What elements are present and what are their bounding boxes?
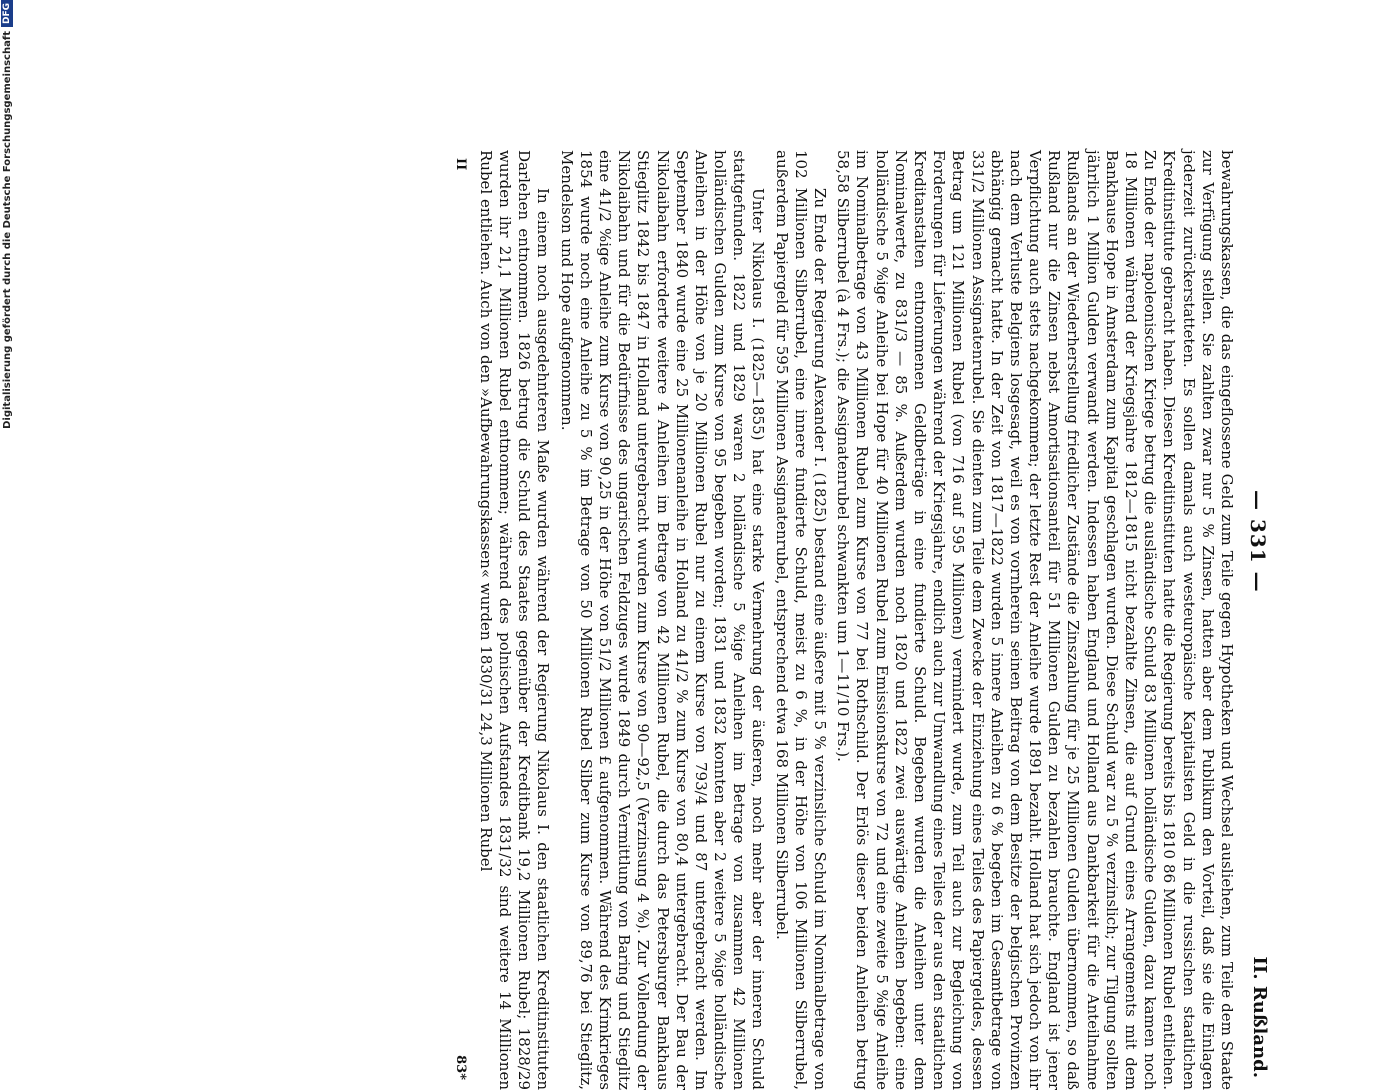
paragraph: Unter Nikolaus I. (1825—1855) hat eine starke Vermehrung der äußeren, noch mehr aber der inneren Schuld stattgefunden. 1822 und 1829 waren 2 holländische 5 %ige Anleihen im Betrage von zusammen 42 Millionen holländischen Gulden zum Kurse von 95 begeben worden; 1831 und 1832 konnten aber 2 weitere 5 %ige holländische Anleihen in der Höhe von je 20 Millionen Rubel nur zu einem Kurse von 793/4 und 87 untergebracht werden. Im September 1840 wurde eine 25 Millionenanleihe in Holland zu 41/2 % zum Kurse von 80,4 untergebracht. Der Bau der Nikolaibahn erforderte weitere 4 Anleihen im Betrage von 42 Millionen Rubel, die durch das Petersburger Bankhaus Stieglitz 1842 bis 1847 in Holland untergebracht wurden zum Kurse von 90—92,5 (Verzinsung 4 %). Zur Vollendung der Nikolaibahn und für die Bedürfnisse des ungarischen Feldzuges wurde 1849 durch Vermittlung von Baring und Stieglitz eine 41/2 %ige Anleihe zum Kurse von 90,25 in der Höhe von 51/2 Millionen £ aufgenommen. Während des Krimkrieges 1854 wurde noch eine Anleihe zu 5 % im Betrage von 50 Millionen Rubel Silber zum Kurse von 89,76 bei Stieglitz, Mendelson und Hope aufgenommen. — [557, 150, 768, 1090]
paragraph: Zu Ende der Regierung Alexander I. (1825) bestand eine äußere mit 5 % verzinsliche Schuld im Nominalbetrage von 102 Millionen Silberrubel, eine innere fundierte Schuld, meist zu 6 %, in der Höhe von 106 Millionen Silberrubel, außerdem Papiergeld für 595 Millionen Assignatenrubel, entsprechend etwa 168 Millionen Silberrubel. — [772, 150, 830, 1090]
dfg-logo: DFG — [1, 0, 13, 27]
page-body — [476, 150, 1236, 1090]
paragraph: In einem noch ausgedehnteren Maße wurden während der Regierung Nikolaus I. den staatlichen Kreditinstituten Darlehen entnommen. 1826 betrug die Schuld des Staates gegenüber der Kreditbank 19,2 Millionen Rubel; 1828/29 wurden ihr 21,1 Millionen Rubel entnommen; während des polnischen Aufstandes 1831/32 sind weitere 14 Millionen Rubel entliehen. Auch von den »Aufbewahrungskassen« wurden 1830/31 24,3 Millionen Rubel — [476, 150, 553, 1090]
page-footer — [444, 150, 468, 1090]
rotated-book-page — [170, 150, 1270, 1090]
paragraph: bewahrungskassen, die das eingeflossene Geld zum Teile gegen Hypotheken und Wechsel ausliehen, zum Teile dem Staate zur Verfügung stellen. Sie zahlten zwar nur 5 % Zinsen, hatten aber dem Publikum den Vorteil, daß sie die Einlagen jederzeit zurückerstatteten. Es sollen damals auch westeuropäische Kapitalisten Geld in die russischen staatlichen Kreditinstitute gebracht haben. Diesen Kreditinstituten hatte die Regierung bereits bis 1810 86 Millionen Rubel entliehen. Zu Ende der napoleonischen Kriege betrug die ausländische Schuld 83 Millionen holländische Gulden, dazu kamen noch 18 Millionen während der Kriegsjahre 1812—1815 nicht bezahlte Zinsen, die auf Grund eines Arrangements mit dem Bankhause Hope in Amsterdam zum Kapital geschlagen wurden. Diese Schuld war zu 5 % verzinslich; zur Tilgung sollten jährlich 1 Million Gulden verwandt werden. Indessen haben England und Holland aus Dankbarkeit für die Anteilnahme Rußlands an der Wiederherstellung friedlicher Zustände die Zinszahlung für je 25 Millionen Gulden übernommen, so daß Rußland nur die Zinsen nebst Amortisationsanteil für 51 Millionen Gulden zu bezahlen brauchte. England ist jener Verpflichtung auch stets nachgekommen; der letzte Rest der Anleihe wurde 1891 bezahlt. Holland hat sich jedoch von ihr nach dem Verluste Belgiens losgesagt, weil es von vornherein seinen Beitrag von dem Besitze der belgischen Provinzen abhängig gemacht hatte. In der Zeit von 1817—1822 wurden 5 innere Anleihen zu 6 % begeben im Gesamtbetrage von 331/2 Millionen Assignatenrubel. Sie dienten zum Teile dem Zwecke der Einziehung eines Teiles des Papiergeldes, dessen Betrag um 121 Millionen Rubel (von 716 auf 595 Millionen) vermindert wurde, zum Teil auch zur Begleichung von Forderungen für Lieferungen während der Kriegsjahre, endlich auch zur Umwandlung eines Teiles der aus den staatlichen Kreditanstalten entnommenen Geldbeträge in eine fundierte Schuld. Begeben wurden die Anleihen unter dem Nominalwerte, zu 831/3 — 85 %. Außerdem wurden noch 1820 und 1822 zwei auswärtige Anleihen begeben: eine holländische 5 %ige Anleihe bei Hope für 40 Millionen Rubel zum Emissionskurse von 72 und eine zweite 5 %ige Anleihe im Nominalbetrage von 43 Millionen Rubel zum Kurse von 77 bei Rothschild. Der Erlös dieser beiden Anleihen betrug 58,58 Silberrubel (à 4 Frs.); die Assignatenrubel schwankten um 1—11/10 Frs.). — [834, 150, 1236, 1090]
funding-text: Digitalisierung gefördert durch die Deutsche Forschungsgemeinschaft — [1, 31, 13, 429]
folio-number: 83* — [452, 1055, 468, 1080]
funding-notice — [0, 0, 14, 1000]
section-title: II. Rußland. — [1249, 956, 1270, 1078]
page-number: — 331 — — [1246, 490, 1270, 593]
page-header — [1236, 150, 1270, 1090]
signature-mark: II — [452, 158, 468, 171]
